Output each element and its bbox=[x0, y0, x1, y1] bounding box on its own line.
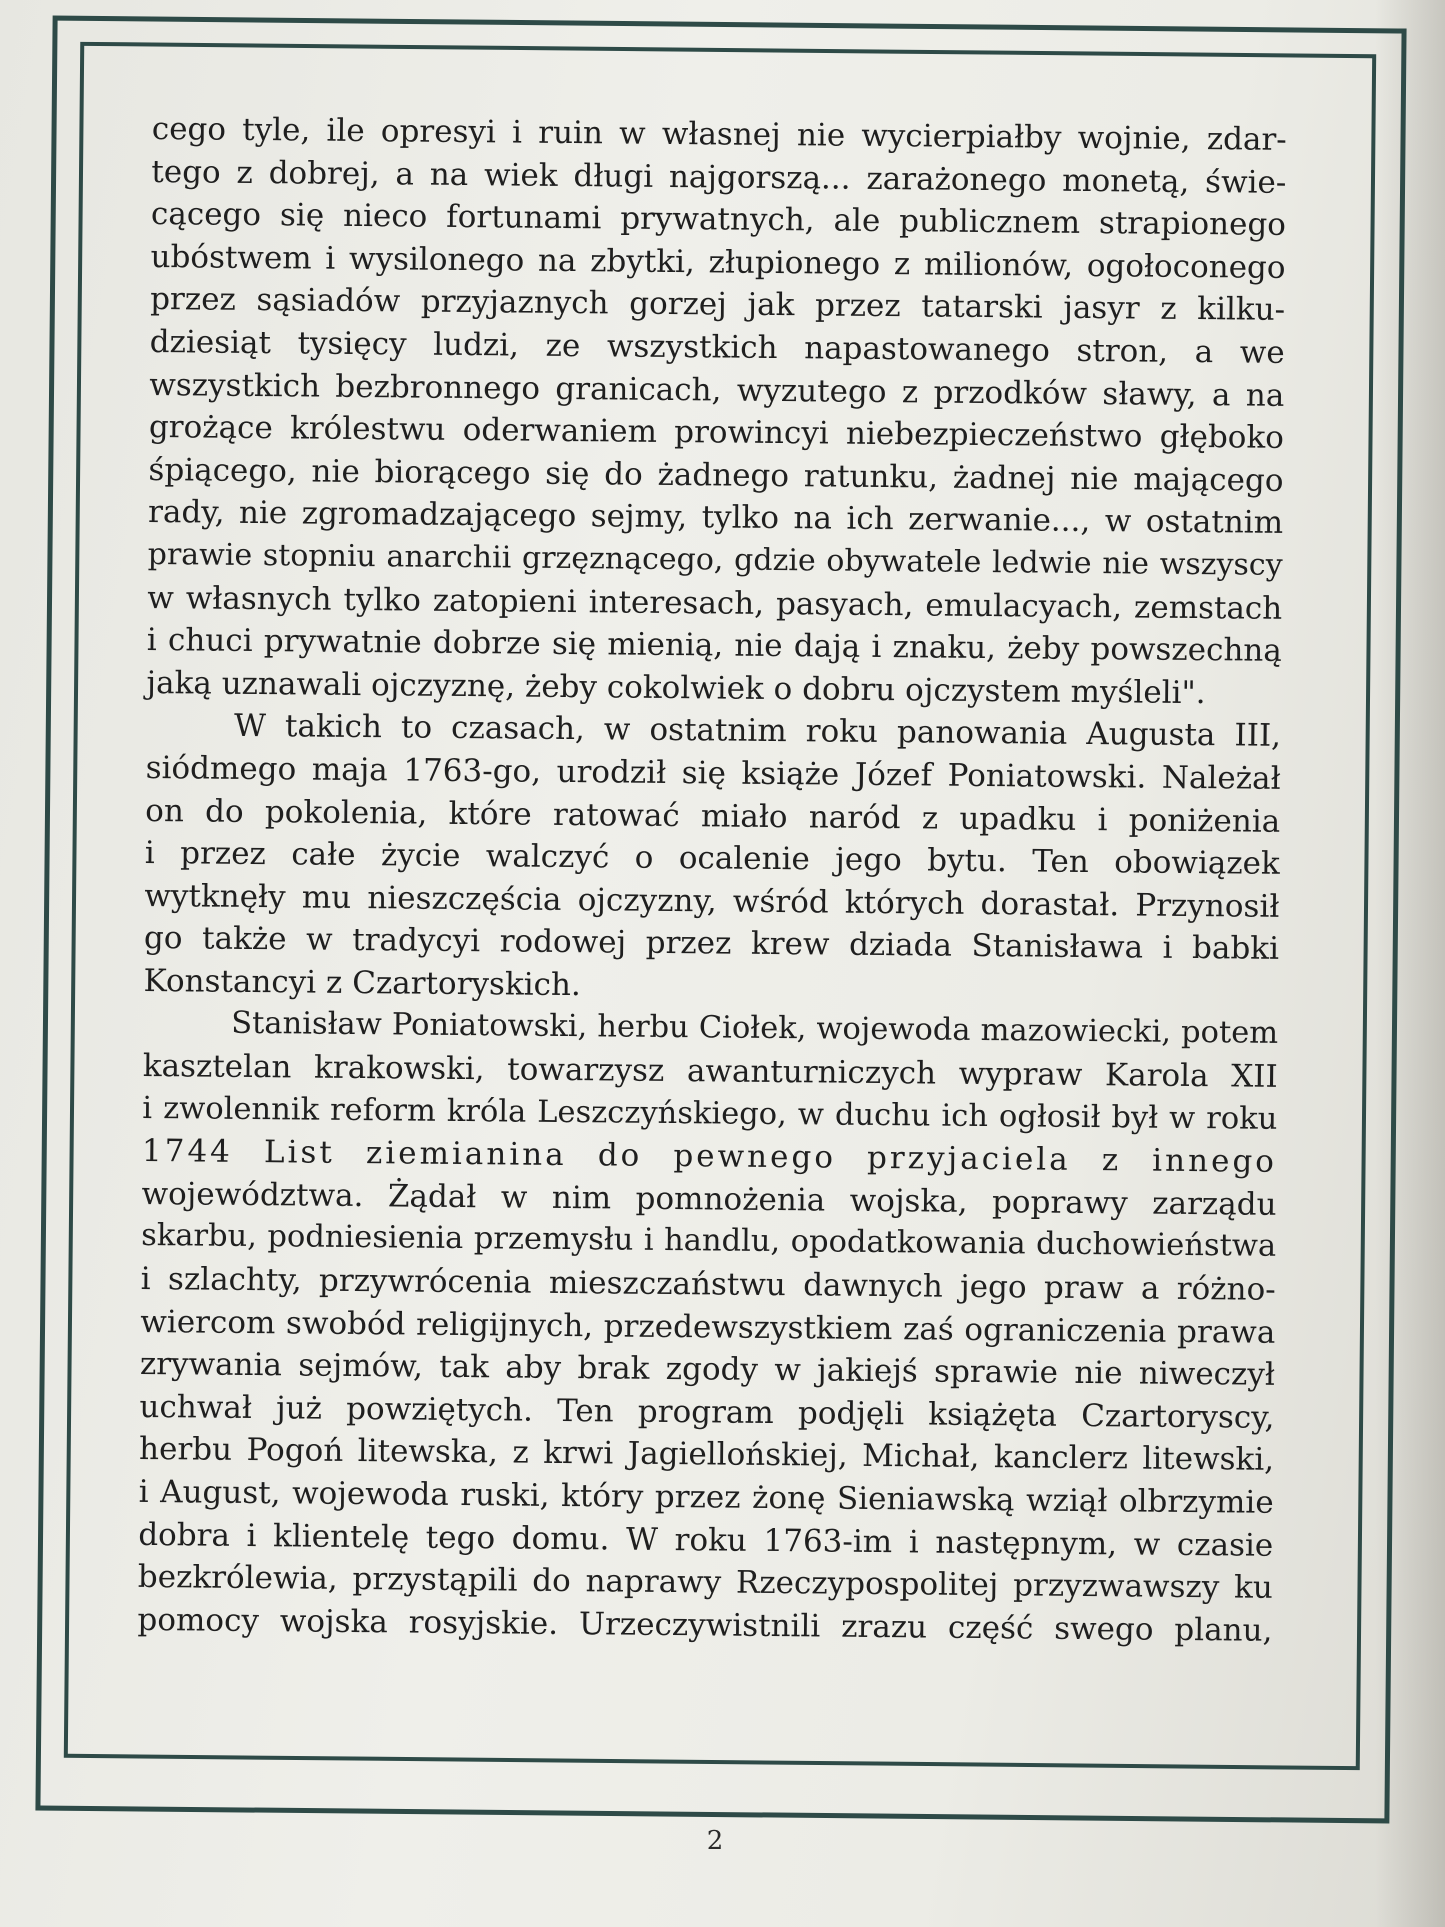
text-line: W takich to czasach, w ostatnim roku panowania Augusta III, bbox=[233, 708, 1282, 755]
text-line: 1744 List ziemianina do pewnego przyjaciela z innego bbox=[141, 1133, 1278, 1181]
text-line: i chuci prywatnie dobrze się mienią, nie dają i znaku, żeby powszechną bbox=[146, 622, 1283, 669]
text-line: w własnych tylko zatopieni interesach, pasyach, emulacyach, zemstach bbox=[147, 579, 1283, 627]
text-line: śpiącego, nie biorącego się do żadnego ratunku, żadnej nie mającego bbox=[148, 451, 1284, 499]
text-line: i szlachty, przywrócenia mieszczaństwu dawnych jego praw a różno- bbox=[140, 1260, 1276, 1308]
text-line: rady, nie zgromadzającego sejmy, tylko na ich zerwanie..., w ostatnim bbox=[147, 494, 1284, 542]
text-line: tego z dobrej, a na wiek długi najgorszą... zarażonego monetą, świe- bbox=[151, 153, 1287, 201]
text-line: dobra i klientelę tego domu. W roku 1763-im i następnym, w czasie bbox=[138, 1516, 1274, 1564]
text-line: województwa. Żądał w nim pomnożenia wojska, poprawy zarządu bbox=[141, 1175, 1277, 1223]
text-line: cącego się nieco fortunami prywatnych, ale publicznem strapionego bbox=[150, 196, 1287, 244]
text-line: i zwolennik reform króla Leszczyńskiego, w duchu ich ogłosił był w roku bbox=[142, 1090, 1278, 1137]
text-line: prawie stopniu anarchii grzęznącego, gdzie obywatele ledwie nie wszyscy bbox=[147, 536, 1283, 583]
text-line: przez sąsiadów przyjaznych gorzej jak przez tatarski jasyr z kilku- bbox=[149, 281, 1286, 329]
text-line: wytknęły mu nieszczęścia ojczyzny, wśród których dorastał. Przynosił bbox=[144, 877, 1280, 925]
text-line: kasztelan krakowski, towarzysz awanturniczych wypraw Karola XII bbox=[142, 1048, 1278, 1095]
text-line: i August, wojewoda ruski, który przez żonę Sieniawską wziął olbrzymie bbox=[138, 1473, 1274, 1521]
text-line: herbu Pogoń litewska, z krwi Jagiellońskiej, Michał, kanclerz litewski, bbox=[138, 1431, 1275, 1479]
text-line: uchwał już powziętych. Ten program podjęli książęta Czartoryscy, bbox=[139, 1388, 1275, 1436]
text-line: i przez całe życie walczyć o ocalenie jego bytu. Ten obowiązek bbox=[144, 835, 1280, 882]
text-line: skarbu, podniesienia przemysłu i handlu, opodatkowania duchowieństwa bbox=[141, 1218, 1277, 1265]
text-line: grożące królestwu oderwaniem prowincyi niebezpieczeństwo głęboko bbox=[148, 409, 1285, 457]
text-line: cego tyle, ile opresyi i ruin w własnej nie wycierpiałby wojnie, zdar- bbox=[151, 110, 1287, 158]
text-line: wiercom swobód religijnych, przedewszystkiem zaś ograniczenia prawa bbox=[140, 1303, 1276, 1351]
text-line: jaką uznawali ojczyznę, żeby cokolwiek o dobru ojczystem myśleli". bbox=[146, 664, 1206, 711]
text-line: Konstancyi z Czartoryskich. bbox=[143, 962, 581, 1004]
text-line: Stanisław Poniatowski, herbu Ciołek, wojewoda mazowiecki, potem bbox=[231, 1006, 1279, 1052]
body-text bbox=[137, 108, 1287, 1652]
text-line: pomocy wojska rosyjskie. Urzeczywistnili zrazu część swego planu, bbox=[137, 1601, 1273, 1649]
text-line: zrywania sejmów, tak aby brak zgody w jakiejś sprawie nie niweczył bbox=[139, 1346, 1276, 1394]
text-line: dziesiąt tysięcy ludzi, ze wszystkich napastowanego stron, a we bbox=[149, 323, 1285, 371]
text-line: wszystkich bezbronnego granicach, wyzutego z przodków sławy, a na bbox=[149, 366, 1285, 414]
text-line: bezkrólewia, przystąpili do naprawy Rzeczypospolitej przyzwawszy ku bbox=[137, 1559, 1274, 1607]
page-number: 2 bbox=[706, 1826, 724, 1856]
text-line: siódmego maja 1763-go, urodził się książe Józef Poniatowski. Należał bbox=[145, 749, 1281, 797]
text-line: ubóstwem i wysilonego na zbytki, złupionego z milionów, ogołoconego bbox=[150, 238, 1286, 286]
text-line: go także w tradycyi rodowej przez krew dziada Stanisława i babki bbox=[143, 920, 1280, 968]
text-line: on do pokolenia, które ratować miało naród z upadku i poniżenia bbox=[145, 792, 1281, 840]
